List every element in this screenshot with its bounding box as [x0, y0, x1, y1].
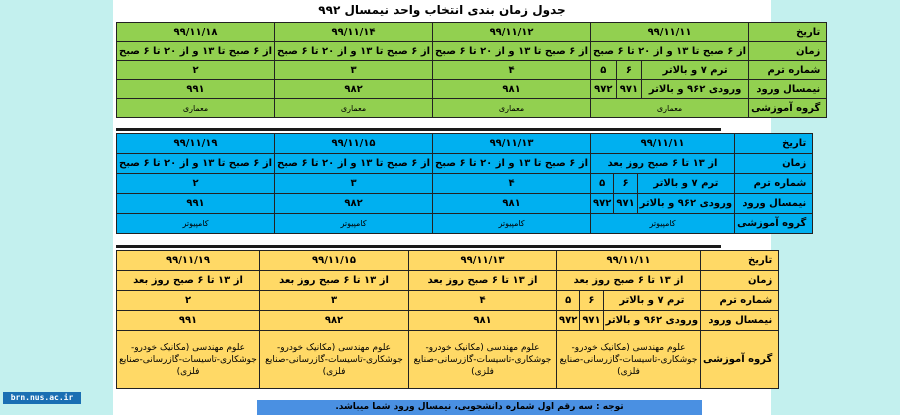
time-cell: از ۶ صبح تا ۱۳ و از ۲۰ تا ۶ صبح [433, 42, 591, 61]
term-cell: ۲ [117, 174, 275, 194]
row-time [117, 154, 813, 174]
term-cell: ۶ [614, 174, 637, 194]
row-group [117, 99, 827, 118]
entry-cell: ۹۸۱ [433, 80, 591, 99]
term-cell: ۳ [260, 291, 409, 311]
time-cell: از ۶ صبح تا ۱۳ و از ۲۰ تا ۶ صبح [275, 42, 433, 61]
group-cell: معماری [433, 99, 591, 118]
date-cell: ۹۹/۱۱/۱۳ [433, 134, 591, 154]
site-watermark: brn.nus.ac.ir [3, 392, 81, 404]
group-cell: کامپیوتر [433, 214, 591, 234]
time-cell: از ۱۳ تا ۶ صبح روز بعد [409, 271, 557, 291]
time-cell: از ۶ صبح تا ۱۳ و از ۲۰ تا ۶ صبح [275, 154, 433, 174]
entry-cell: ورودی ۹۶۲ و بالاتر [603, 311, 700, 331]
label-term: شماره ترم [735, 174, 813, 194]
term-cell: ۴ [409, 291, 557, 311]
time-cell: از ۱۳ تا ۶ صبح روز بعد [557, 271, 701, 291]
entry-cell: ورودی ۹۶۲ و بالاتر [642, 80, 749, 99]
time-cell: از ۶ صبح تا ۱۳ و از ۲۰ تا ۶ صبح [117, 42, 275, 61]
row-term [117, 174, 813, 194]
entry-cell: ۹۹۱ [117, 194, 275, 214]
label-date: تاریخ [701, 251, 779, 271]
date-cell: ۹۹/۱۱/۱۱ [591, 23, 749, 42]
date-cell: ۹۹/۱۱/۱۹ [117, 134, 275, 154]
schedule-table-engineering [116, 250, 779, 389]
schedule-table-computer [116, 133, 813, 234]
label-term: شماره ترم [749, 61, 827, 80]
term-cell: ۶ [616, 61, 642, 80]
term-cell: ۴ [433, 174, 591, 194]
section-divider [116, 245, 721, 248]
term-cell: ۶ [580, 291, 603, 311]
time-cell: از ۱۳ تا ۶ صبح روز بعد [591, 154, 735, 174]
group-cell: کامپیوتر [591, 214, 735, 234]
term-cell: ترم ۷ و بالاتر [603, 291, 700, 311]
entry-cell: ۹۹۱ [117, 311, 260, 331]
row-entry [117, 194, 813, 214]
group-cell: کامپیوتر [117, 214, 275, 234]
row-entry [117, 80, 827, 99]
entry-cell: ۹۸۲ [260, 311, 409, 331]
label-term: شماره ترم [701, 291, 779, 311]
label-date: تاریخ [735, 134, 813, 154]
row-date [117, 134, 813, 154]
term-cell: ۵ [557, 291, 580, 311]
term-cell: ترم ۷ و بالاتر [642, 61, 749, 80]
row-term [117, 61, 827, 80]
label-entry: نیمسال ورود [735, 194, 813, 214]
label-entry: نیمسال ورود [701, 311, 779, 331]
label-date: تاریخ [749, 23, 827, 42]
section-divider [116, 128, 721, 131]
label-group: گروه آموزشی [701, 331, 779, 389]
time-cell: از ۱۳ تا ۶ صبح روز بعد [260, 271, 409, 291]
time-cell: از ۶ صبح تا ۱۳ و از ۲۰ تا ۶ صبح [433, 154, 591, 174]
row-entry [117, 311, 779, 331]
term-cell: ۳ [275, 174, 433, 194]
date-cell: ۹۹/۱۱/۱۲ [433, 23, 591, 42]
group-cell: علوم مهندسی (مکانیک خودرو-جوشکاری-تاسیسات-گازرسانی-صنایع فلزی) [117, 331, 260, 389]
term-cell: ۵ [591, 61, 617, 80]
entry-cell: ۹۷۱ [616, 80, 642, 99]
entry-cell: ۹۷۲ [557, 311, 580, 331]
entry-cell: ۹۸۱ [409, 311, 557, 331]
time-cell: از ۶ صبح تا ۱۳ و از ۲۰ تا ۶ صبح [591, 42, 749, 61]
entry-cell: ۹۸۲ [275, 80, 433, 99]
term-cell: ۲ [117, 291, 260, 311]
date-cell: ۹۹/۱۱/۱۸ [117, 23, 275, 42]
row-term [117, 291, 779, 311]
entry-cell: ۹۷۱ [580, 311, 603, 331]
entry-cell: ورودی ۹۶۲ و بالاتر [637, 194, 734, 214]
group-cell: علوم مهندسی (مکانیک خودرو-جوشکاری-تاسیسات-گازرسانی-صنایع فلزی) [557, 331, 701, 389]
date-cell: ۹۹/۱۱/۱۵ [275, 134, 433, 154]
term-cell: ۳ [275, 61, 433, 80]
group-cell: معماری [117, 99, 275, 118]
row-date [117, 251, 779, 271]
entry-cell: ۹۷۲ [591, 80, 617, 99]
group-cell: معماری [591, 99, 749, 118]
entry-cell: ۹۸۱ [433, 194, 591, 214]
date-cell: ۹۹/۱۱/۱۴ [275, 23, 433, 42]
date-cell: ۹۹/۱۱/۱۵ [260, 251, 409, 271]
page-title: جدول زمان بندی انتخاب واحد نیمسال ۹۹۲ [318, 3, 566, 17]
time-cell: از ۱۳ تا ۶ صبح روز بعد [117, 271, 260, 291]
label-group: گروه آموزشی [749, 99, 827, 118]
label-group: گروه آموزشی [735, 214, 813, 234]
date-cell: ۹۹/۱۱/۱۹ [117, 251, 260, 271]
term-cell: ۲ [117, 61, 275, 80]
label-entry: نیمسال ورود [749, 80, 827, 99]
schedule-table-architecture [116, 22, 827, 118]
date-cell: ۹۹/۱۱/۱۳ [409, 251, 557, 271]
group-cell: علوم مهندسی (مکانیک خودرو-جوشکاری-تاسیسات-گازرسانی-صنایع فلزی) [409, 331, 557, 389]
term-cell: ترم ۷ و بالاتر [637, 174, 734, 194]
term-cell: ۴ [433, 61, 591, 80]
group-cell: علوم مهندسی (مکانیک خودرو-جوشکاری-تاسیسات-گازرسانی-صنایع فلزی) [260, 331, 409, 389]
label-time: زمان [735, 154, 813, 174]
entry-cell: ۹۸۲ [275, 194, 433, 214]
row-group [117, 214, 813, 234]
footnote: توجه : سه رقم اول شماره دانشجویی، نیمسال ورود شما میباشد. [257, 400, 702, 415]
row-time [117, 271, 779, 291]
time-cell: از ۶ صبح تا ۱۳ و از ۲۰ تا ۶ صبح [117, 154, 275, 174]
entry-cell: ۹۷۱ [614, 194, 637, 214]
date-cell: ۹۹/۱۱/۱۱ [557, 251, 701, 271]
row-time [117, 42, 827, 61]
term-cell: ۵ [591, 174, 614, 194]
label-time: زمان [749, 42, 827, 61]
entry-cell: ۹۹۱ [117, 80, 275, 99]
group-cell: معماری [275, 99, 433, 118]
group-cell: کامپیوتر [275, 214, 433, 234]
row-group [117, 331, 779, 389]
entry-cell: ۹۷۲ [591, 194, 614, 214]
row-date [117, 23, 827, 42]
date-cell: ۹۹/۱۱/۱۱ [591, 134, 735, 154]
label-time: زمان [701, 271, 779, 291]
